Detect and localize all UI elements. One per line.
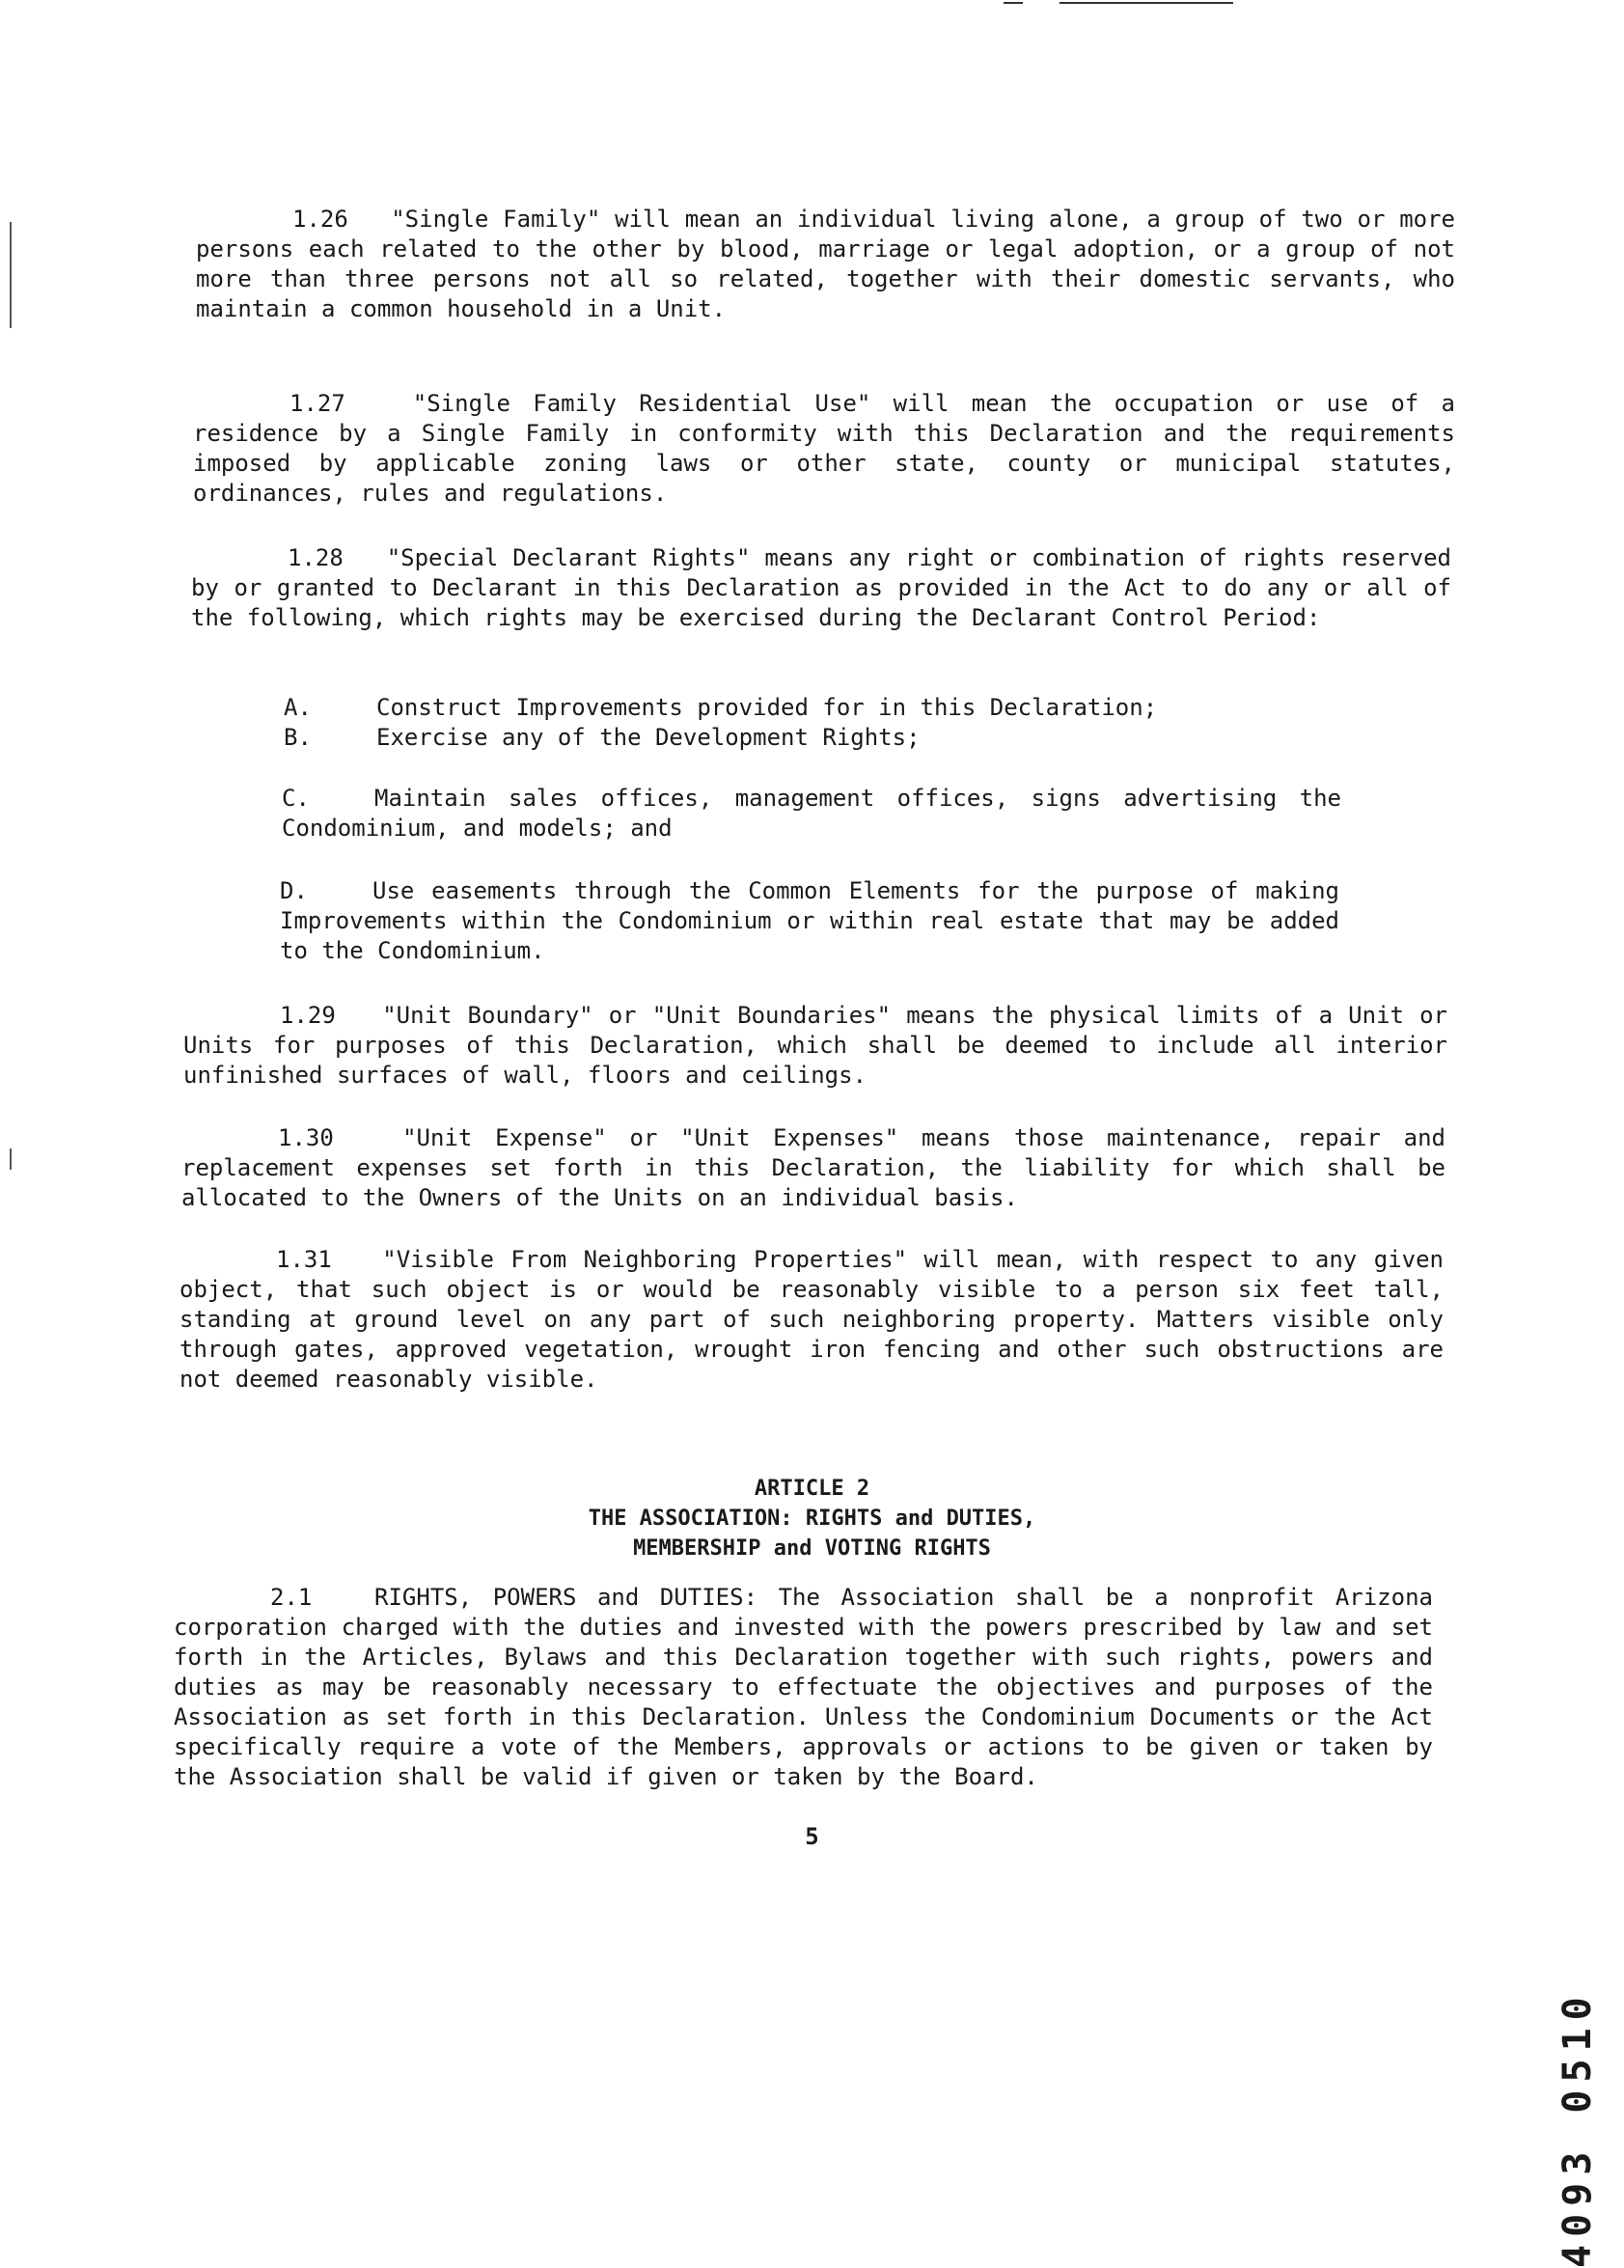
item-text: Exercise any of the Development Rights; (376, 724, 921, 751)
item-letter: D. (280, 877, 308, 904)
item-text: Maintain sales offices, management offices, signs advertising the Condominium, and models; and (282, 785, 1341, 842)
item-text: Use easements through the Common Elements for the purpose of making Improvements within the Condominium or within real estate that may be added to the Condominium. (280, 877, 1339, 964)
list-item-d (280, 876, 1339, 966)
section-number: 1.30 (278, 1124, 334, 1151)
section-2-1 (174, 1583, 1433, 1792)
section-number: 1.31 (276, 1246, 332, 1273)
recording-stamp (1554, 1535, 1611, 2268)
scan-artifact-line (1004, 2, 1023, 4)
recording-stamp-text: 4093 0510 (1555, 1989, 1600, 2268)
section-number: 1.29 (280, 1002, 336, 1029)
section-text: "Single Family" will mean an individual living alone, a group of two or more persons each related to the other by blood, marriage or legal adoption, or a group of not more than three persons not all so related, together with their domestic servants, who maintain a common household in a Unit. (196, 206, 1455, 322)
page-number: 5 (805, 1823, 819, 1850)
item-letter: A. (284, 694, 312, 721)
list-item-c (282, 784, 1341, 844)
list-item-b (284, 723, 1345, 753)
article-heading-1: ARTICLE 2 (754, 1477, 870, 1501)
section-text: "Single Family Residential Use" will mean the occupation or use of a residence by a Single Family in conformity with this Declaration and the requirements imposed by applicable zoning laws or other state, county or municipal statutes, ordinances, rules and regulations. (193, 390, 1455, 507)
section-text: "Unit Boundary" or "Unit Boundaries" means the physical limits of a Unit or Units for purposes of this Declaration, which shall be deemed to include all interior unfinished surfaces of wall, floors and ceilings. (183, 1002, 1447, 1089)
margin-mark (10, 222, 12, 328)
section-number: 1.26 (292, 206, 348, 233)
section-1-30 (181, 1123, 1445, 1213)
section-1-28 (191, 543, 1451, 633)
section-number: 1.28 (288, 544, 344, 571)
section-number: 2.1 (270, 1584, 313, 1611)
item-letter: C. (282, 785, 310, 812)
article-heading-2: THE ASSOCIATION: RIGHTS and DUTIES, (588, 1507, 1036, 1531)
section-1-26 (196, 205, 1455, 324)
section-1-31 (179, 1245, 1444, 1395)
list-item-a (284, 693, 1345, 723)
section-text: "Visible From Neighboring Properties" will mean, with respect to any given object, that such object is or would be reasonably visible to a person six feet tall, standing at ground level on any part of such neighboring property. Matters visible only through gates, approved vegetation, wrought iron fencing and other such obstructions are not deemed reasonably visible. (179, 1246, 1444, 1393)
section-1-27 (193, 389, 1455, 509)
section-text: "Unit Expense" or "Unit Expenses" means those maintenance, repair and replacement expenses set forth in this Declaration, the liability for which shall be allocated to the Owners of the Units on an individual basis. (181, 1124, 1445, 1211)
item-letter: B. (284, 724, 312, 751)
section-text: "Special Declarant Rights" means any right or combination of rights reserved by or granted to Declarant in this Declaration as provided in the Act to do any or all of the following, which rights may be exercised during the Declarant Control Period: (191, 544, 1451, 631)
section-1-29 (183, 1001, 1447, 1091)
item-text: Construct Improvements provided for in this Declaration; (376, 694, 1158, 721)
section-number: 1.27 (289, 390, 345, 417)
article-heading-3: MEMBERSHIP and VOTING RIGHTS (633, 1536, 991, 1561)
scan-artifact-line (1060, 2, 1233, 4)
section-text: RIGHTS, POWERS and DUTIES: The Association shall be a nonprofit Arizona corporation charged with the duties and invested with the powers prescribed by law and set forth in the Articles, Bylaws and this Declaration together with such rights, powers and duties as may be reasonably necessary to effectuate the objectives and purposes of the Association as set forth in this Declaration. Unless the Condominium Documents or the Act specifically require a vote of the Members, approvals or actions to be given or taken by the Association shall be valid if given or taken by the Board. (174, 1584, 1433, 1790)
margin-mark (10, 1148, 12, 1170)
